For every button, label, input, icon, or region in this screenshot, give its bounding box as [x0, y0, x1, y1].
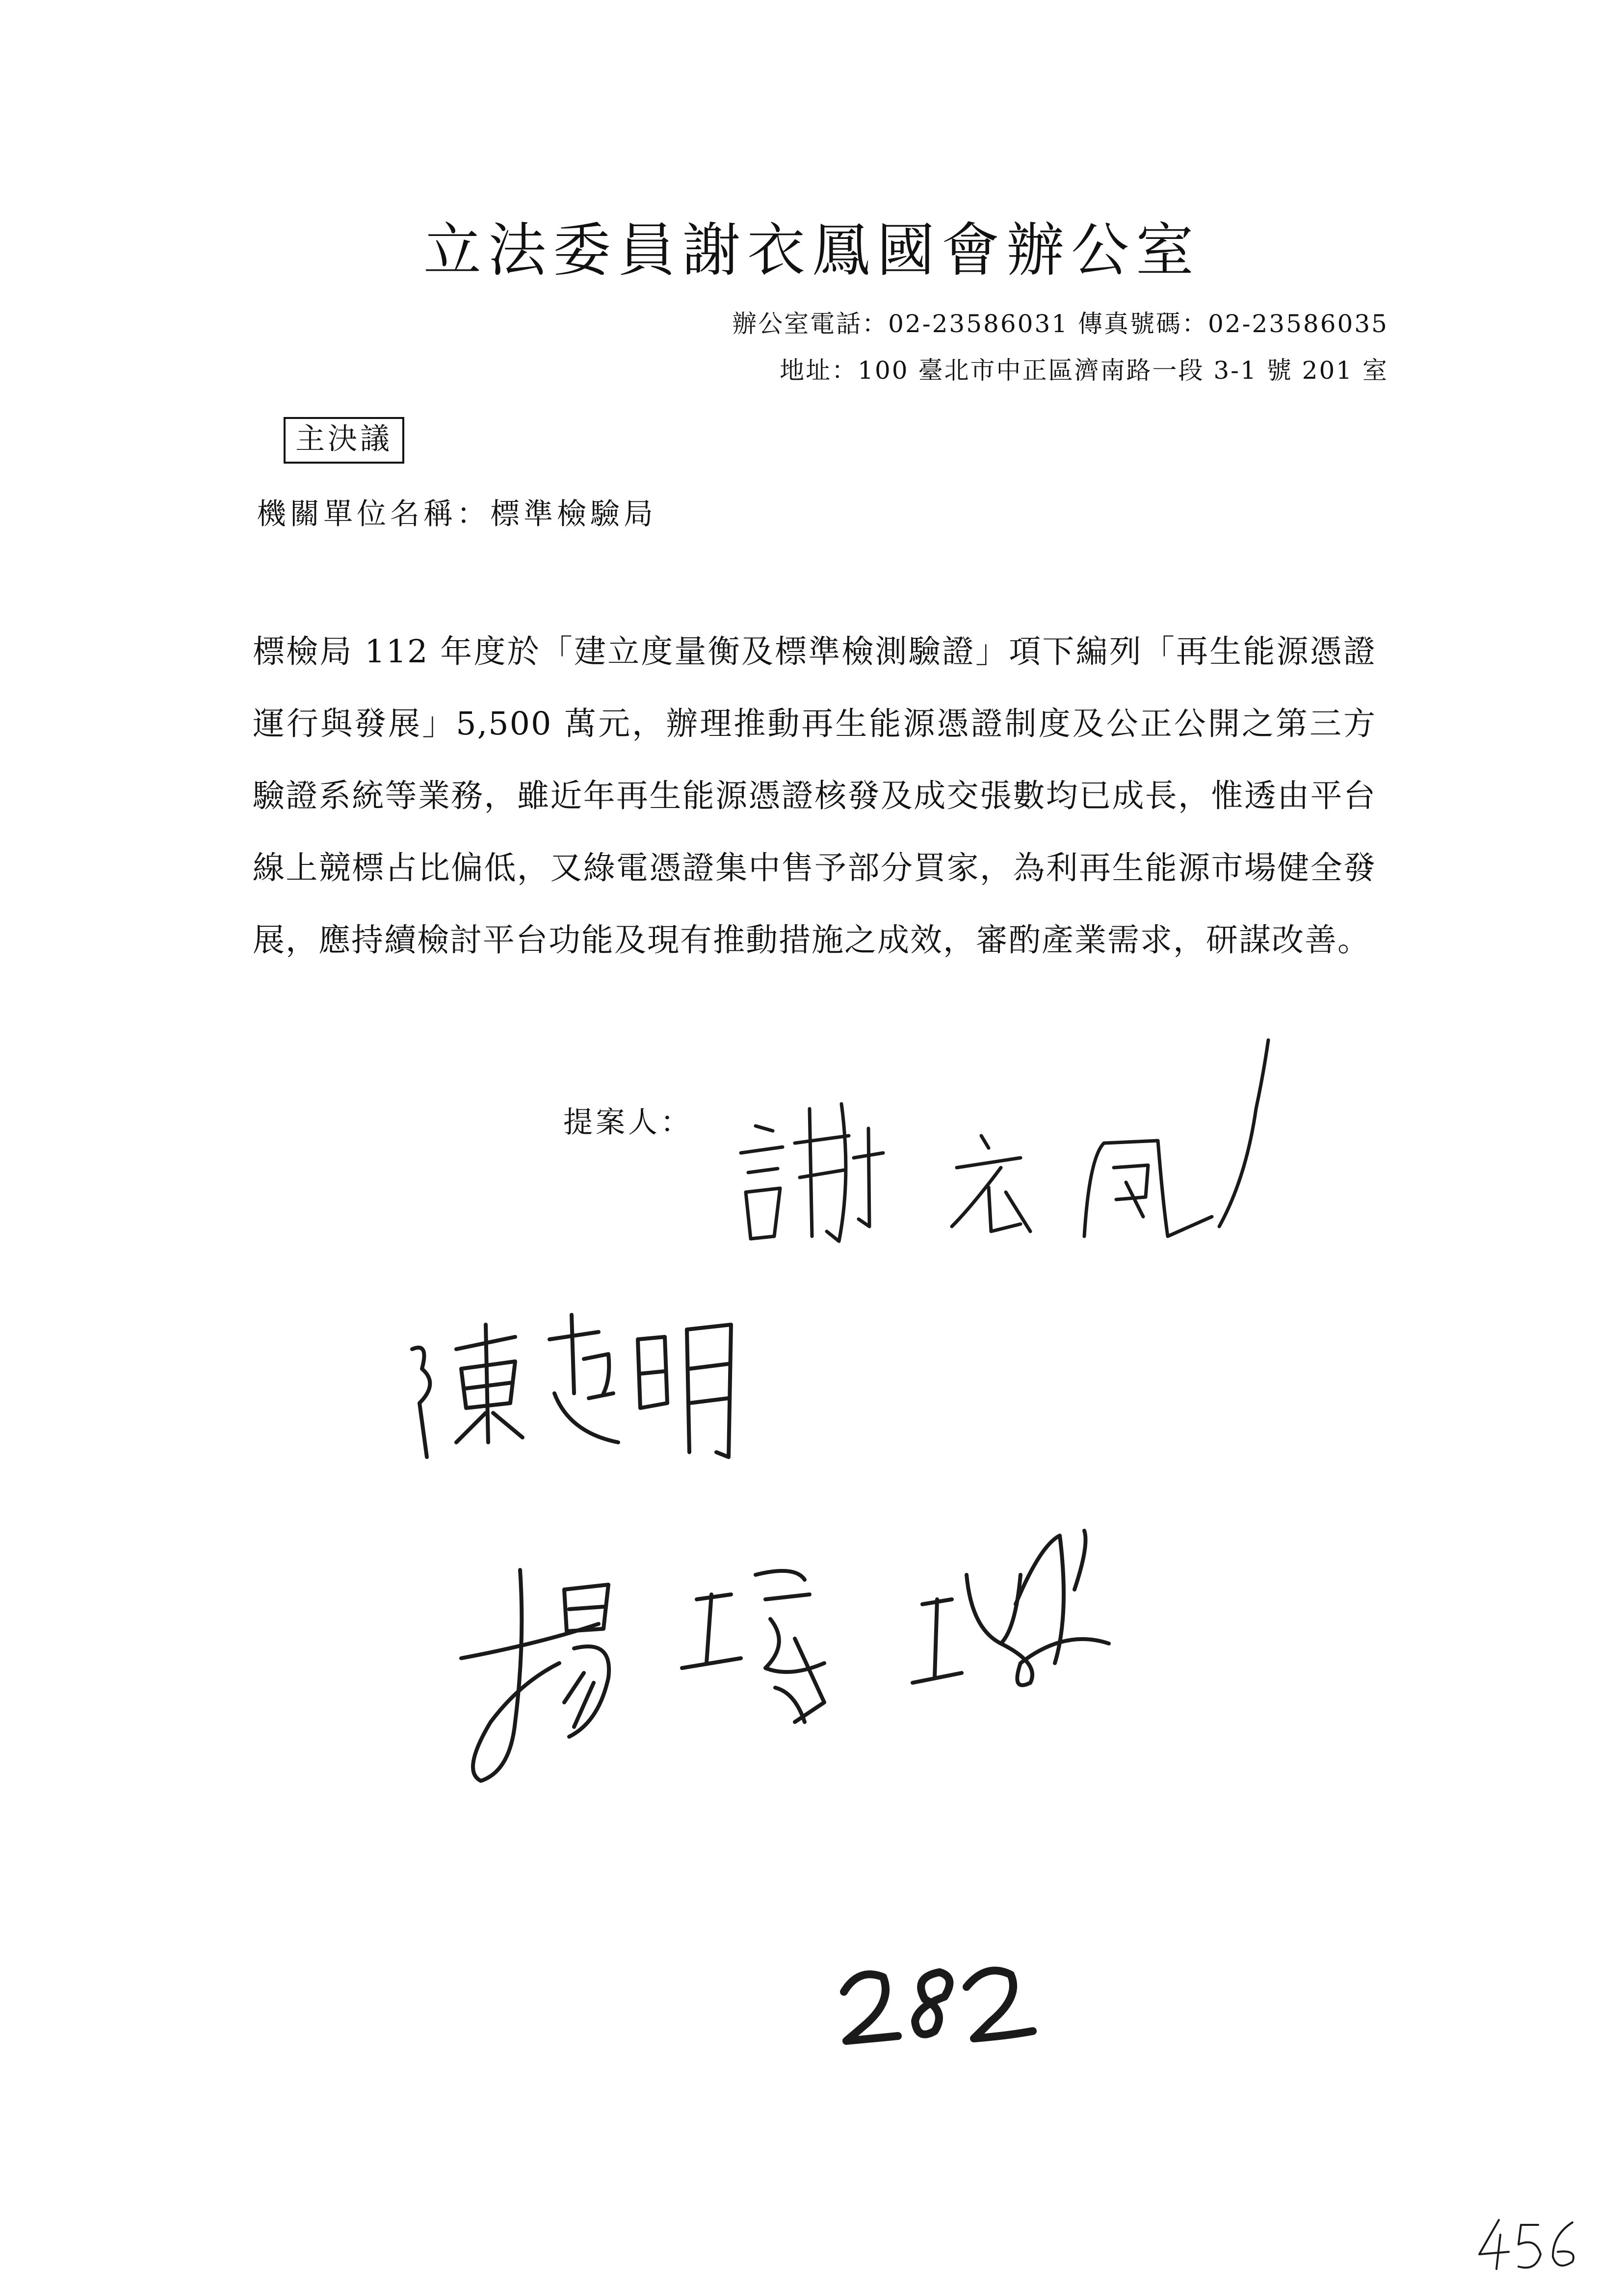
signature-3 [451, 1516, 1197, 1791]
office-title: 立法委員謝衣鳳國會辦公室 [423, 216, 1201, 284]
handwritten-page-number [834, 1957, 1040, 2056]
agency-name-line: 機關單位名稱：標準檢驗局 [257, 497, 657, 531]
signature-2 [393, 1295, 746, 1482]
phone-fax-line: 辦公室電話：02-23586031 傳真號碼：02-23586035 [732, 310, 1388, 338]
handwritten-sheet-number [1472, 2215, 1585, 2274]
resolution-body: 標檢局 112 年度於「建立度量衡及標準檢測驗證」項下編列「再生能源憑證運行與發展」5,500 萬元，辦理推動再生能源憑證制度及公正公開之第三方驗證系統等業務，雖近年再生能源憑證核發及成交張數均已成長，惟透由平台線上競標占比偏低，又綠電憑證集中售予部分買家，為利再生能源市場健全發展，應持續檢討平台功能及現有推動措施之成效，審酌產業需求，研謀改善。 [253, 633, 1376, 959]
proposer-label: 提案人： [563, 1105, 693, 1140]
resolution-type-box: 主決議 [284, 417, 404, 464]
signature-1 [726, 1030, 1276, 1261]
address-line: 地址：100 臺北市中正區濟南路一段 3-1 號 201 室 [780, 356, 1388, 385]
